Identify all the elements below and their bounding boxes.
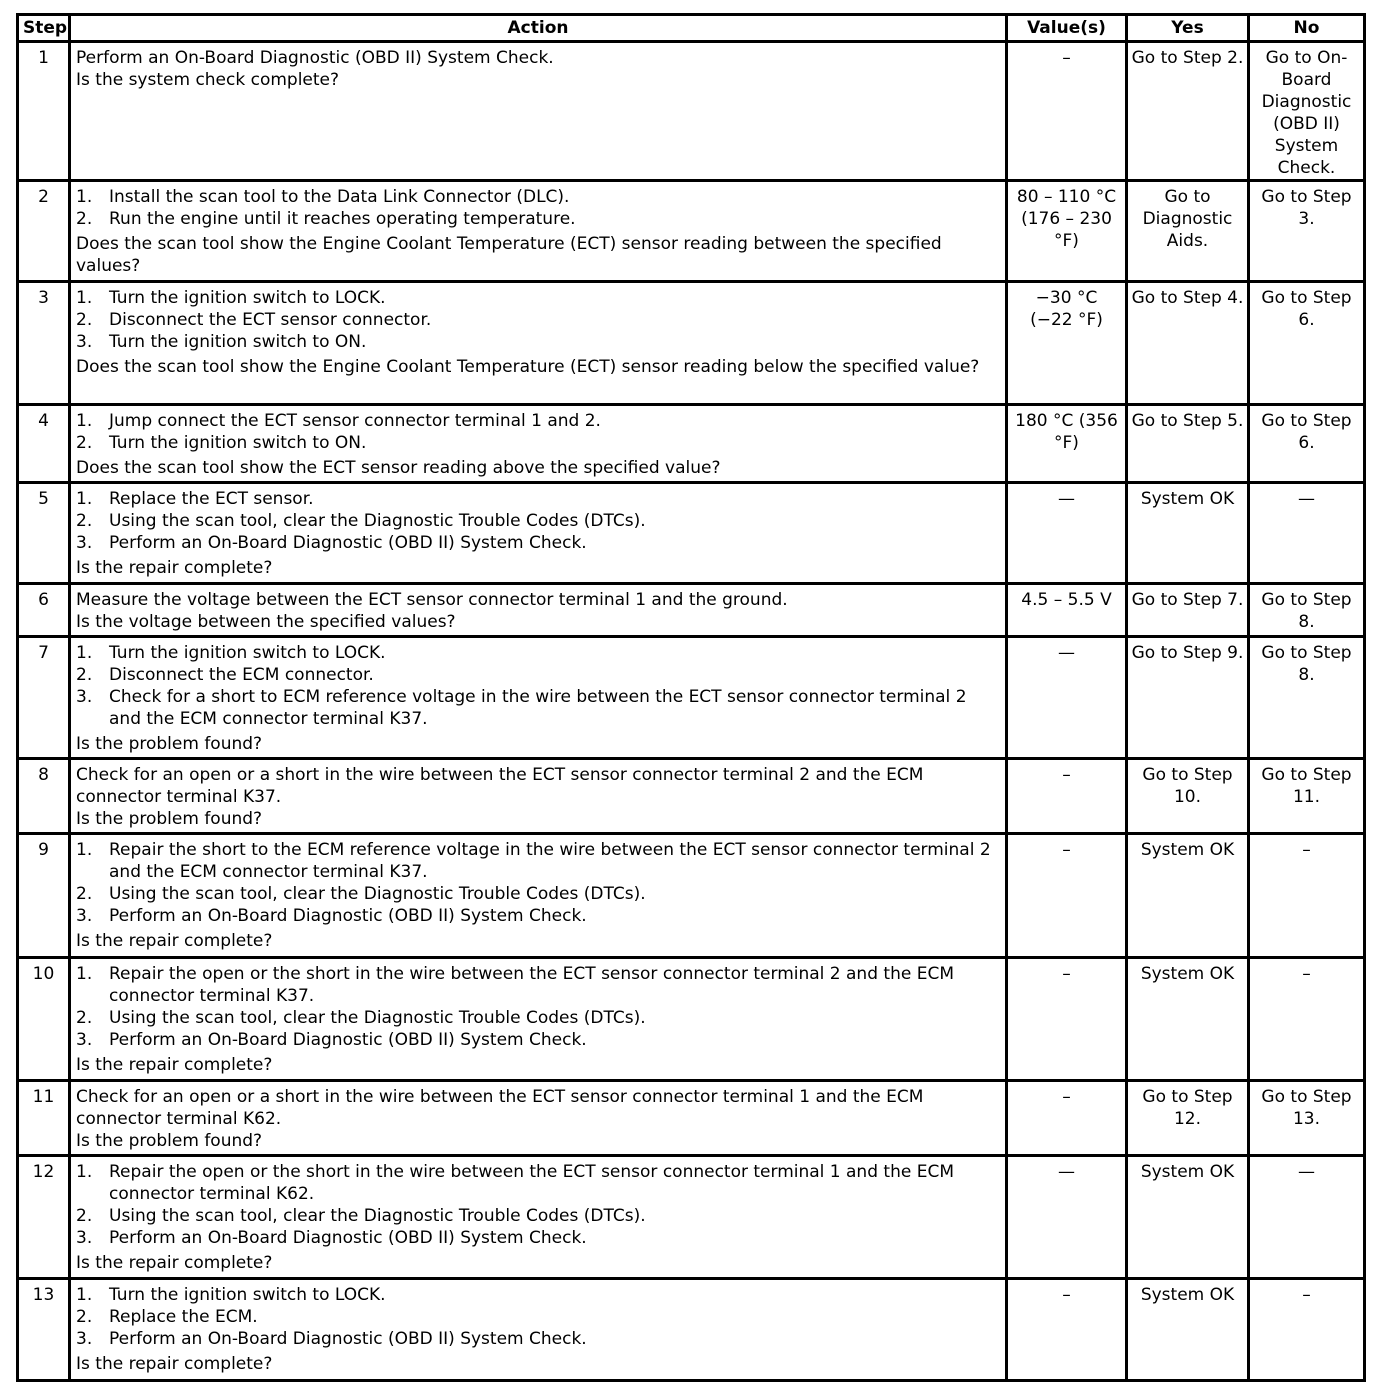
table-row — [18, 181, 1365, 282]
action-question: Does the scan tool show the Engine Coolant Temperature (ECT) sensor reading below the specified value? — [76, 357, 980, 377]
action-cell — [70, 834, 1007, 958]
action-cell — [70, 282, 1007, 405]
action-step-item — [76, 208, 1000, 230]
item-number: 2. — [76, 209, 93, 229]
value-cell: — — [1007, 637, 1127, 759]
yes-cell: Go to Step 12. — [1127, 1081, 1249, 1156]
action-step-item — [76, 1029, 1000, 1051]
item-text: Turn the ignition switch to LOCK. — [109, 643, 386, 663]
no-cell: — — [1249, 1156, 1365, 1279]
action-step-item — [76, 488, 1000, 510]
action-step-item — [76, 905, 1000, 927]
table-body — [18, 42, 1365, 1381]
table-row — [18, 759, 1365, 834]
action-question: Is the repair complete? — [76, 1253, 273, 1273]
action-step-item — [76, 963, 1000, 1007]
action-step-item — [76, 1007, 1000, 1029]
value-cell: −30 °C (−22 °F) — [1007, 282, 1127, 405]
action-step-item — [76, 686, 1000, 730]
diagnostic-table-container — [16, 13, 1363, 1382]
action-step-item — [76, 309, 1000, 331]
item-text: Perform an On-Board Diagnostic (OBD II) System Check. — [109, 906, 587, 926]
yes-cell: System OK — [1127, 483, 1249, 584]
item-number: 1. — [76, 964, 93, 984]
action-cell — [70, 1279, 1007, 1381]
step-number: 2 — [18, 181, 70, 282]
table-row — [18, 834, 1365, 958]
action-text: Check for an open or a short in the wire between the ECT sensor connector terminal 2 and the ECM connector terminal K37. — [76, 765, 924, 807]
yes-cell: System OK — [1127, 958, 1249, 1081]
item-number: 3. — [76, 687, 93, 707]
action-step-item — [76, 432, 1000, 454]
item-number: 3. — [76, 533, 93, 553]
item-text: Repair the open or the short in the wire between the ECT sensor connector terminal 1 and the ECM connector terminal K62. — [109, 1162, 954, 1204]
action-question: Is the repair complete? — [76, 1055, 273, 1075]
item-text: Turn the ignition switch to LOCK. — [109, 288, 386, 308]
yes-cell: System OK — [1127, 1279, 1249, 1381]
item-number: 1. — [76, 288, 93, 308]
step-number: 13 — [18, 1279, 70, 1381]
item-text: Turn the ignition switch to ON. — [109, 433, 367, 453]
item-number: 2. — [76, 1206, 93, 1226]
item-text: Run the engine until it reaches operating temperature. — [109, 209, 576, 229]
yes-cell: Go to Step 10. — [1127, 759, 1249, 834]
header-row — [18, 15, 1365, 42]
action-cell — [70, 584, 1007, 637]
no-cell: – — [1249, 834, 1365, 958]
step-number: 3 — [18, 282, 70, 405]
action-cell — [70, 759, 1007, 834]
action-step-item — [76, 1227, 1000, 1249]
action-step-item — [76, 883, 1000, 905]
item-number: 1. — [76, 1285, 93, 1305]
yes-cell: Go to Step 7. — [1127, 584, 1249, 637]
action-step-item — [76, 1161, 1000, 1205]
yes-cell: Go to Step 5. — [1127, 405, 1249, 483]
action-step-item — [76, 287, 1000, 309]
action-cell — [70, 958, 1007, 1081]
item-number: 3. — [76, 332, 93, 352]
table-row — [18, 1081, 1365, 1156]
no-cell: – — [1249, 958, 1365, 1081]
item-text: Turn the ignition switch to LOCK. — [109, 1285, 386, 1305]
item-number: 2. — [76, 1307, 93, 1327]
action-text: Measure the voltage between the ECT sensor connector terminal 1 and the ground. — [76, 590, 788, 610]
item-number: 1. — [76, 1162, 93, 1182]
item-text: Using the scan tool, clear the Diagnostic Trouble Codes (DTCs). — [109, 511, 646, 531]
no-cell: Go to Step 8. — [1249, 584, 1365, 637]
table-row — [18, 637, 1365, 759]
action-question: Is the system check complete? — [76, 70, 340, 90]
step-number: 9 — [18, 834, 70, 958]
value-cell: 4.5 – 5.5 V — [1007, 584, 1127, 637]
item-text: Perform an On-Board Diagnostic (OBD II) System Check. — [109, 1329, 587, 1349]
step-number: 4 — [18, 405, 70, 483]
action-step-item — [76, 1284, 1000, 1306]
yes-cell: Go to Diagnostic Aids. — [1127, 181, 1249, 282]
action-step-item — [76, 1328, 1000, 1350]
table-row — [18, 958, 1365, 1081]
item-number: 2. — [76, 665, 93, 685]
item-text: Disconnect the ECT sensor connector. — [109, 310, 432, 330]
action-step-item — [76, 331, 1000, 353]
action-cell — [70, 42, 1007, 181]
header-values: Value(s) — [1007, 15, 1127, 42]
table-row — [18, 282, 1365, 405]
action-step-item — [76, 410, 1000, 432]
yes-cell: Go to Step 4. — [1127, 282, 1249, 405]
no-cell: Go to Step 13. — [1249, 1081, 1365, 1156]
item-number: 3. — [76, 1030, 93, 1050]
action-cell — [70, 483, 1007, 584]
item-text: Disconnect the ECM connector. — [109, 665, 374, 685]
item-number: 2. — [76, 433, 93, 453]
header-action: Action — [70, 15, 1007, 42]
action-step-item — [76, 642, 1000, 664]
table-row — [18, 483, 1365, 584]
header-step: Step — [18, 15, 70, 42]
action-cell — [70, 1081, 1007, 1156]
item-text: Using the scan tool, clear the Diagnostic Trouble Codes (DTCs). — [109, 1008, 646, 1028]
item-text: Using the scan tool, clear the Diagnostic Trouble Codes (DTCs). — [109, 1206, 646, 1226]
item-text: Replace the ECT sensor. — [109, 489, 314, 509]
step-number: 7 — [18, 637, 70, 759]
action-cell — [70, 1156, 1007, 1279]
action-step-item — [76, 532, 1000, 554]
yes-cell: Go to Step 9. — [1127, 637, 1249, 759]
step-number: 6 — [18, 584, 70, 637]
step-number: 5 — [18, 483, 70, 584]
step-number: 11 — [18, 1081, 70, 1156]
item-text: Install the scan tool to the Data Link Connector (DLC). — [109, 187, 570, 207]
item-text: Replace the ECM. — [109, 1307, 258, 1327]
no-cell: Go to Step 3. — [1249, 181, 1365, 282]
table-row — [18, 42, 1365, 181]
step-number: 1 — [18, 42, 70, 181]
step-number: 8 — [18, 759, 70, 834]
action-question: Is the repair complete? — [76, 931, 273, 951]
yes-cell: System OK — [1127, 1156, 1249, 1279]
no-cell: – — [1249, 1279, 1365, 1381]
action-question: Does the scan tool show the ECT sensor reading above the specified value? — [76, 458, 721, 478]
item-text: Perform an On-Board Diagnostic (OBD II) System Check. — [109, 1030, 587, 1050]
no-cell: Go to Step 6. — [1249, 405, 1365, 483]
item-number: 1. — [76, 411, 93, 431]
action-step-item — [76, 510, 1000, 532]
no-cell: Go to Step 11. — [1249, 759, 1365, 834]
action-step-item — [76, 1205, 1000, 1227]
action-step-item — [76, 186, 1000, 208]
item-number: 1. — [76, 489, 93, 509]
item-text: Repair the short to the ECM reference voltage in the wire between the ECT sensor connector terminal 2 and the ECM connector terminal K37. — [109, 840, 991, 882]
diagnostic-table — [16, 13, 1366, 1382]
item-text: Using the scan tool, clear the Diagnostic Trouble Codes (DTCs). — [109, 884, 646, 904]
item-number: 1. — [76, 643, 93, 663]
value-cell: – — [1007, 834, 1127, 958]
action-cell — [70, 637, 1007, 759]
item-text: Perform an On-Board Diagnostic (OBD II) System Check. — [109, 1228, 587, 1248]
value-cell: – — [1007, 1279, 1127, 1381]
table-row — [18, 1156, 1365, 1279]
action-question: Does the scan tool show the Engine Coolant Temperature (ECT) sensor reading between the specified values? — [76, 234, 942, 276]
action-question: Is the repair complete? — [76, 558, 273, 578]
action-step-item — [76, 1306, 1000, 1328]
value-cell: — — [1007, 1156, 1127, 1279]
action-cell — [70, 181, 1007, 282]
item-number: 2. — [76, 884, 93, 904]
value-cell: 180 °C (356 °F) — [1007, 405, 1127, 483]
item-number: 2. — [76, 1008, 93, 1028]
header-no: No — [1249, 15, 1365, 42]
item-number: 1. — [76, 187, 93, 207]
action-cell — [70, 405, 1007, 483]
action-question: Is the problem found? — [76, 809, 263, 829]
action-step-item — [76, 664, 1000, 686]
action-question: Is the problem found? — [76, 734, 263, 754]
value-cell: – — [1007, 958, 1127, 1081]
value-cell: – — [1007, 1081, 1127, 1156]
item-text: Perform an On-Board Diagnostic (OBD II) System Check. — [109, 533, 587, 553]
action-text: Check for an open or a short in the wire between the ECT sensor connector terminal 1 and the ECM connector terminal K62. — [76, 1087, 924, 1129]
action-text: Perform an On-Board Diagnostic (OBD II) System Check. — [76, 48, 554, 68]
no-cell: Go to Step 6. — [1249, 282, 1365, 405]
value-cell: — — [1007, 483, 1127, 584]
item-number: 2. — [76, 511, 93, 531]
action-question: Is the voltage between the specified values? — [76, 612, 456, 632]
header-yes: Yes — [1127, 15, 1249, 42]
item-text: Turn the ignition switch to ON. — [109, 332, 367, 352]
yes-cell: System OK — [1127, 834, 1249, 958]
table-row — [18, 1279, 1365, 1381]
item-text: Repair the open or the short in the wire between the ECT sensor connector terminal 2 and the ECM connector terminal K37. — [109, 964, 954, 1006]
item-number: 1. — [76, 840, 93, 860]
item-text: Jump connect the ECT sensor connector terminal 1 and 2. — [109, 411, 601, 431]
item-number: 2. — [76, 310, 93, 330]
no-cell: Go to Step 8. — [1249, 637, 1365, 759]
table-row — [18, 405, 1365, 483]
item-number: 3. — [76, 1329, 93, 1349]
action-step-item — [76, 839, 1000, 883]
no-cell: — — [1249, 483, 1365, 584]
step-number: 12 — [18, 1156, 70, 1279]
yes-cell: Go to Step 2. — [1127, 42, 1249, 181]
item-number: 3. — [76, 1228, 93, 1248]
no-cell: Go to On-Board Diagnostic (OBD II) System Check. — [1249, 42, 1365, 181]
table-row — [18, 584, 1365, 637]
action-question: Is the problem found? — [76, 1131, 263, 1151]
value-cell: 80 – 110 °C (176 – 230 °F) — [1007, 181, 1127, 282]
action-question: Is the repair complete? — [76, 1354, 273, 1374]
item-number: 3. — [76, 906, 93, 926]
step-number: 10 — [18, 958, 70, 1081]
item-text: Check for a short to ECM reference voltage in the wire between the ECT sensor connector terminal 2 and the ECM connector terminal K37. — [109, 687, 967, 729]
value-cell: – — [1007, 759, 1127, 834]
value-cell: – — [1007, 42, 1127, 181]
